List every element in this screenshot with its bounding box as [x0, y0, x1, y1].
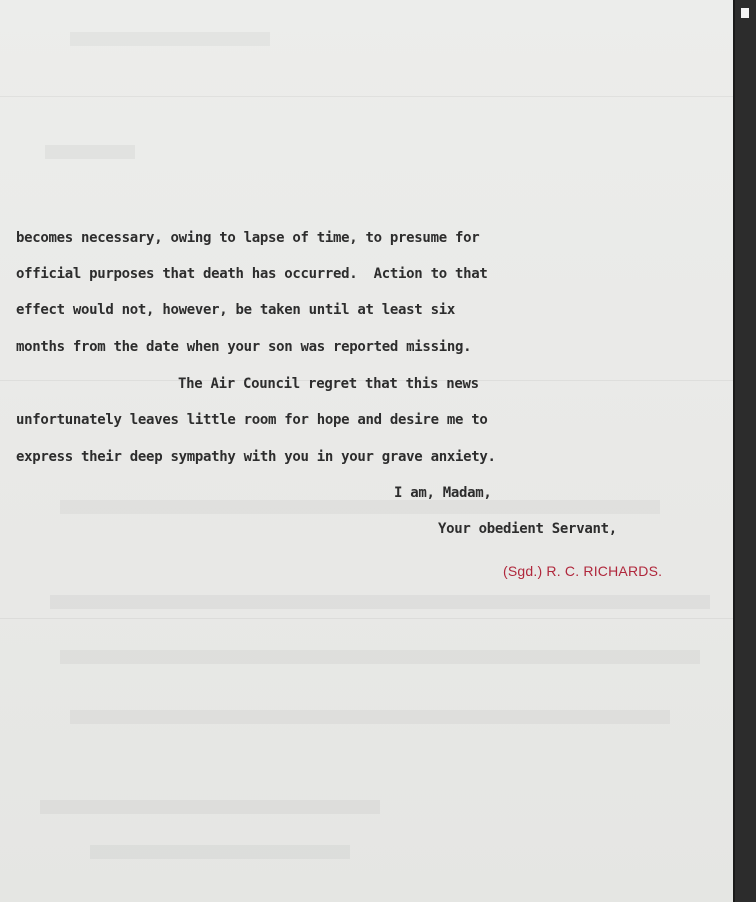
bleed-through-rule [0, 96, 733, 97]
bleed-through-smudge [70, 710, 670, 724]
bleed-through-smudge [70, 32, 270, 46]
letter-line: unfortunately leaves little room for hope and desire me to [16, 412, 488, 428]
letter-line: official purposes that death has occurred. Action to that [16, 266, 488, 282]
letter-line: becomes necessary, owing to lapse of time, to presume for [16, 230, 480, 246]
letter-line: effect would not, however, be taken until at least six [16, 302, 455, 318]
bleed-through-smudge [90, 845, 350, 859]
bleed-through-smudge [45, 145, 135, 159]
closing-servant: Your obedient Servant, [438, 521, 617, 537]
signature-stamp: (Sgd.) R. C. RICHARDS. [503, 563, 663, 579]
letter-line: The Air Council regret that this news [178, 376, 479, 392]
closing-salutation: I am, Madam, [394, 485, 492, 501]
bleed-through-rule [0, 618, 733, 619]
letter-line: express their deep sympathy with you in your grave anxiety. [16, 449, 496, 465]
scan-frame-edge [733, 0, 756, 902]
bleed-through-smudge [40, 800, 380, 814]
bleed-through-smudge [60, 500, 660, 514]
letter-line: months from the date when your son was reported missing. [16, 339, 472, 355]
bleed-through-smudge [50, 595, 710, 609]
bleed-through-smudge [60, 650, 700, 664]
